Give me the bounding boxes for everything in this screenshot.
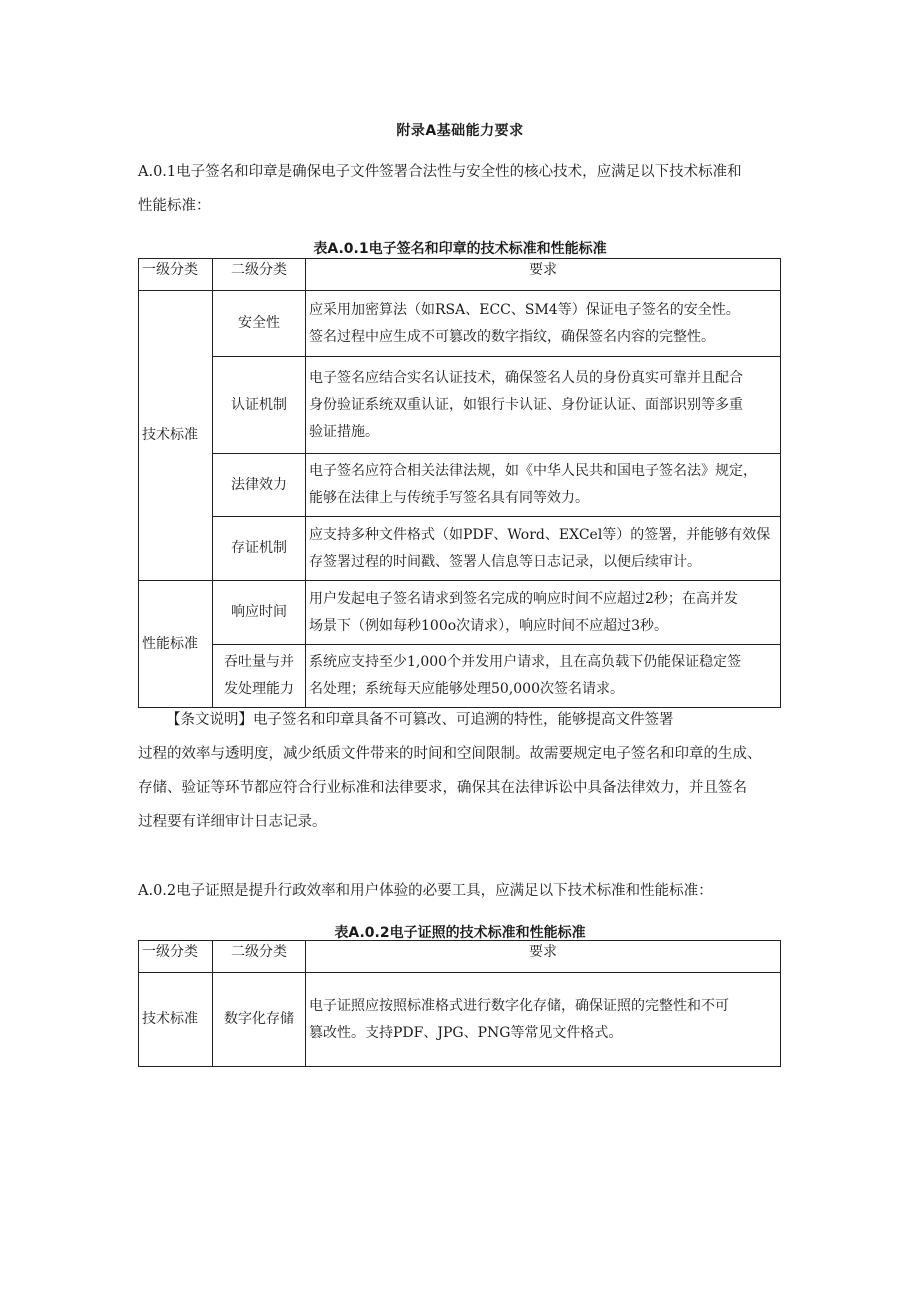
table1-sub-throughput xyxy=(213,645,306,708)
table1-req-security xyxy=(306,291,781,357)
explanation-line: 过程的效率与透明度，减少纸质文件带来的时间和空间限制。故需要规定电子签名和印章的生成、 xyxy=(138,746,762,762)
table1-req-evidence xyxy=(306,517,781,581)
req-line: 电子签名应符合相关法律法规，如《中华人民共和国电子签名法》规定， xyxy=(309,463,757,479)
table1-req-response xyxy=(306,581,781,645)
appendix-title: 附录A基础能力要求 xyxy=(396,123,524,139)
table1-sub-security: 安全性 xyxy=(213,291,306,357)
explanation-line: 过程要有详细审计日志记录。 xyxy=(138,814,327,830)
table-row xyxy=(139,357,781,454)
table2-caption: 表A.0.2电子证照的技术标准和性能标准 xyxy=(334,925,586,941)
table-row xyxy=(139,454,781,517)
req-line: 应支持多种文件格式（如PDF、Word、EXCel等）的签署，并能够有效保 xyxy=(309,526,771,543)
section1-intro-line2: 性能标准： xyxy=(138,198,211,214)
table1-req-throughput xyxy=(306,645,781,708)
table1-sub-legal: 法律效力 xyxy=(213,454,306,517)
req-line: 名处理；系统每天应能够处理50,000次签名请求。 xyxy=(309,681,624,697)
table2-header-col1: 一级分类 xyxy=(139,941,213,973)
table1-header-row xyxy=(139,259,781,291)
section1-intro-line1: A.0.1电子签名和印章是确保电子文件签署合法性与安全性的核心技术，应满足以下技术标准和 xyxy=(138,164,742,180)
section1-intro xyxy=(138,155,788,223)
table-row xyxy=(139,645,781,708)
req-line: 用户发起电子签名请求到签名完成的响应时间不应超过2秒；在高并发 xyxy=(309,590,738,607)
table2 xyxy=(138,940,781,1067)
table-row xyxy=(139,517,781,581)
table2-header-col2: 二级分类 xyxy=(213,941,306,973)
table1-sub-response: 响应时间 xyxy=(213,581,306,645)
req-line: 能够在法律上与传统手写签名具有同等效力。 xyxy=(309,490,589,506)
table1-req-legal xyxy=(306,454,781,517)
table2-category-tech: 技术标准 xyxy=(139,973,213,1067)
explanation-line: 【条文说明】电子签名和印章具备不可篡改、可追溯的特性，能够提高文件签署 xyxy=(166,712,674,728)
table2-header-col3: 要求 xyxy=(306,941,781,973)
req-line: 系统应支持至少1,000个并发用户请求，且在高负载下仍能保证稳定签 xyxy=(309,654,742,670)
req-line: 篡改性。支持PDF、JPG、PNG等常见文件格式。 xyxy=(309,1024,623,1041)
req-line: 电子证照应按照标准格式进行数字化存储，确保证照的完整性和不可 xyxy=(309,997,729,1014)
explanation-line: 存储、验证等环节都应符合行业标准和法律要求，确保其在法律诉讼中具备法律效力，并且签名 xyxy=(138,780,747,796)
req-line: 电子签名应结合实名认证技术，确保签名人员的身份真实可靠并且配合 xyxy=(309,369,743,386)
req-line: 存签署过程的时间戳、签署人信息等日志记录，以便后续审计。 xyxy=(309,553,701,570)
req-line: 应采用加密算法（如RSA、ECC、SM4等）保证电子签名的安全性。 xyxy=(309,301,740,318)
req-line: 验证措施。 xyxy=(309,423,379,440)
explanation xyxy=(138,703,798,839)
table1-category-perf: 性能标准 xyxy=(139,581,213,708)
table1-sub-auth: 认证机制 xyxy=(213,357,306,454)
table1 xyxy=(138,258,781,708)
table-row xyxy=(139,973,781,1067)
section2-intro: A.0.2电子证照是提升行政效率和用户体验的必要工具，应满足以下技术标准和性能标准： xyxy=(138,883,713,899)
table1-header-col2: 二级分类 xyxy=(213,259,306,291)
table1-header-col3: 要求 xyxy=(306,259,781,291)
req-line: 签名过程中应生成不可篡改的数字指纹，确保签名内容的完整性。 xyxy=(309,328,715,345)
table1-category-tech: 技术标准 xyxy=(139,291,213,581)
req-line: 身份验证系统双重认证，如银行卡认证、身份证认证、面部识别等多重 xyxy=(309,396,743,413)
table1-sub-evidence: 存证机制 xyxy=(213,517,306,581)
table-row xyxy=(139,291,781,357)
table1-header-col1: 一级分类 xyxy=(139,259,213,291)
sub-line: 吞吐量与并 xyxy=(224,654,294,670)
table2-header-row xyxy=(139,941,781,973)
table1-req-auth xyxy=(306,357,781,454)
table2-req-digital-storage xyxy=(306,973,781,1067)
req-line: 场景下（例如每秒100o次请求），响应时间不应超过3秒。 xyxy=(309,617,669,634)
sub-line: 发处理能力 xyxy=(224,681,294,697)
table-row xyxy=(139,581,781,645)
table2-sub-digital-storage: 数字化存储 xyxy=(213,973,306,1067)
table1-caption: 表A.0.1电子签名和印章的技术标准和性能标准 xyxy=(313,241,607,257)
